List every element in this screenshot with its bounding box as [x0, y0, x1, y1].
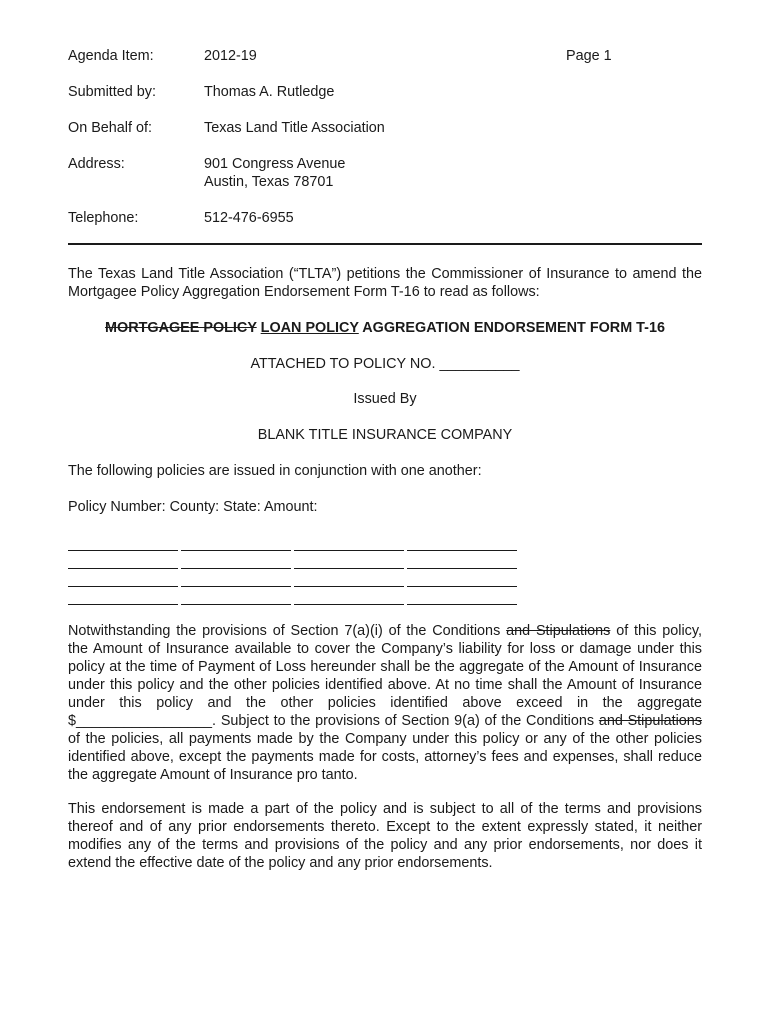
company-name: BLANK TITLE INSURANCE COMPANY [257, 427, 513, 443]
struck-stipulations-1: and Stipulations [506, 623, 611, 639]
aggregation-text-2: of this policy, the Amount of Insurance available to cover the Company’s liability for loss or damage under this policy at the time of Payment of Loss hereunder shall be the aggregate of the Amount of Insurance under this policy and the other policies identified above. At no time shall the Amount of Insurance under this policy and the other policies identified above exceed in the aggregate $_________________. Subject to the provisions of Section 9(a) of the Conditions [68, 623, 702, 729]
telephone-label: Telephone: [68, 210, 139, 226]
struck-stipulations-2: and Stipulations [598, 713, 702, 729]
state-blank [294, 604, 404, 605]
amount-blank [407, 604, 517, 605]
address-line-2: Austin, Texas 78701 [204, 174, 334, 190]
county-blank [181, 604, 291, 605]
agenda-label: Agenda Item: [68, 48, 154, 64]
form-title-rest: AGGREGATION ENDORSEMENT FORM T-16 [358, 320, 665, 336]
intro-paragraph: The Texas Land Title Association (“TLTA”) petitions the Commissioner of Insurance to amend the Mortgagee Policy Aggregation Endorsement Form T-16 to read as follows: [68, 266, 702, 300]
policy-columns-text: Policy Number: County: State: Amount: [68, 499, 318, 515]
address-line-1: 901 Congress Avenue [204, 156, 346, 172]
aggregation-paragraph [68, 622, 702, 784]
submitted-value: Thomas A. Rutledge [204, 84, 335, 100]
page-number: Page 1 [566, 48, 612, 64]
form-title-struck: MORTGAGEE POLICY [105, 320, 257, 336]
document-page [68, 0, 702, 1024]
aggregation-text-3: of the policies, all payments made by the Company under this policy or any of the other policies identified above, except the payments made for costs, attorney’s fees and expenses, shall reduce the aggregate Amount of Insurance pro tanto. [68, 731, 702, 783]
policy-blanks [68, 533, 528, 605]
blank-row [68, 551, 528, 569]
blank-row [68, 533, 528, 551]
blank-row [68, 569, 528, 587]
header-divider [68, 243, 702, 245]
agenda-value: 2012-19 [204, 48, 257, 64]
form-title [68, 319, 702, 337]
blank-row [68, 587, 528, 605]
behalf-label: On Behalf of: [68, 120, 152, 136]
issued-by: Issued By [353, 391, 417, 407]
telephone-value: 512-476-6955 [204, 210, 294, 226]
aggregation-text-1: Notwithstanding the provisions of Section 7(a)(i) of the Conditions [68, 623, 507, 639]
attached-line: ATTACHED TO POLICY NO. __________ [250, 356, 520, 372]
address-label: Address: [68, 156, 125, 172]
submitted-label: Submitted by: [68, 84, 156, 100]
behalf-value: Texas Land Title Association [204, 120, 385, 136]
form-title-inserted: LOAN POLICY [260, 320, 359, 336]
conjunction-text: The following policies are issued in conjunction with one another: [68, 463, 482, 479]
policy-number-blank [68, 604, 178, 605]
endorsement-paragraph: This endorsement is made a part of the policy and is subject to all of the terms and provisions thereof and of any prior endorsements thereto. Except to the extent expressly stated, it neither modifies any of the terms and provisions of the policy and any prior endorsements, nor does it extend the effective date of the policy and any prior endorsements. [68, 801, 702, 871]
